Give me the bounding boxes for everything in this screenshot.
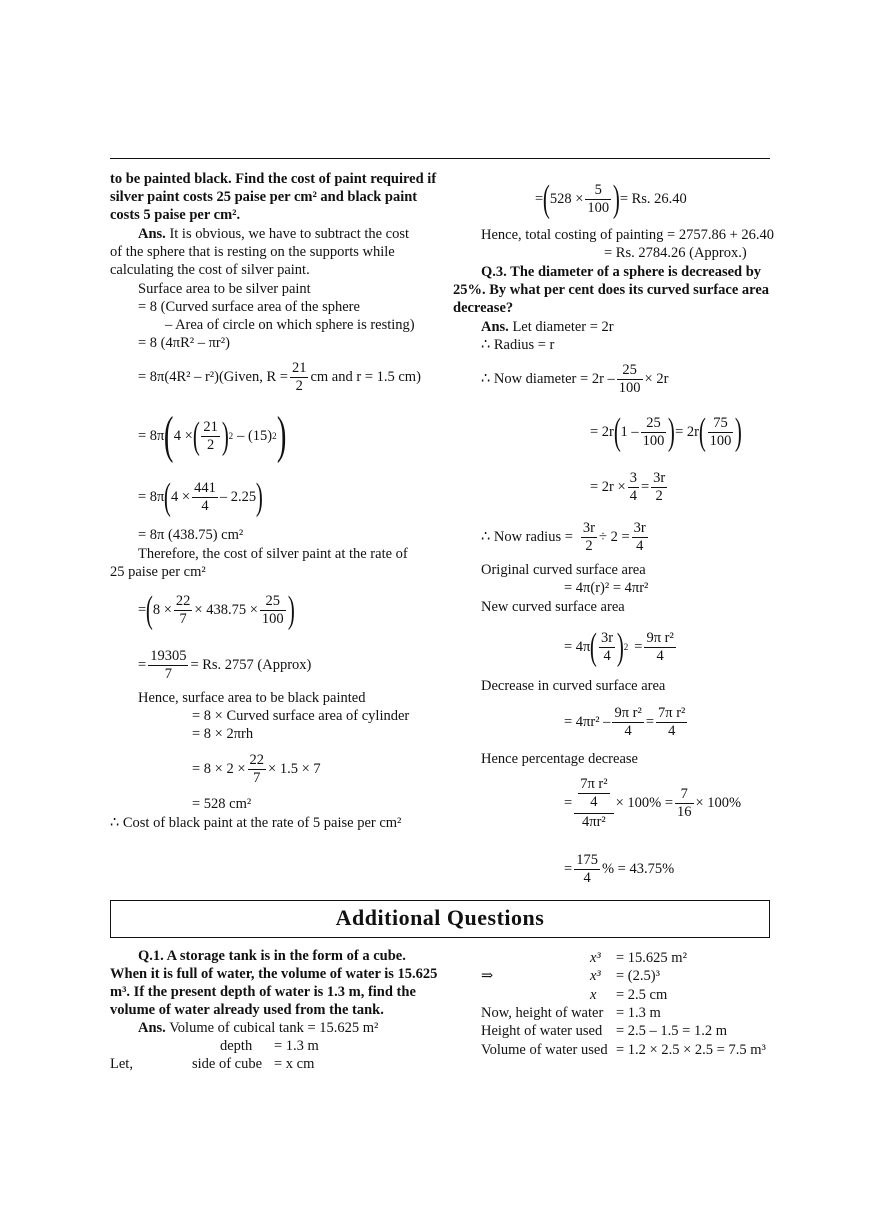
equation-text: × 438.75 × <box>194 601 258 618</box>
step-line: = 8 (Curved surface area of the sphere <box>138 299 360 315</box>
question-text-line: volume of water already used from the tank. <box>110 1002 384 1018</box>
fraction <box>628 470 639 505</box>
fraction <box>599 630 615 665</box>
question-text-line: 25%. By what per cent does its curved surface area <box>453 282 770 298</box>
fraction <box>632 520 648 555</box>
fraction <box>174 593 193 628</box>
paren: ( <box>192 415 200 457</box>
fraction <box>585 182 611 217</box>
step-value: = 1.3 m <box>616 1005 661 1021</box>
equation-line <box>138 591 294 629</box>
answer-label: Ans. <box>138 226 166 242</box>
equation-text: 8 × <box>152 601 172 618</box>
equation-text: = <box>138 657 147 673</box>
equation-line <box>138 648 311 683</box>
denominator: 4 <box>668 723 676 739</box>
equation-text: = 8π <box>138 427 165 444</box>
fraction <box>192 480 218 515</box>
step-value: = 2.5 – 1.5 = 1.2 m <box>616 1023 728 1039</box>
answer-text: It is obvious, we have to subtract the cost <box>169 226 410 242</box>
step-label: Now, height of water <box>481 1005 604 1021</box>
step-line: Hence percentage decrease <box>481 751 638 767</box>
step-label: x³ <box>590 968 601 984</box>
fraction <box>574 852 600 887</box>
step-line: Original curved surface area <box>481 562 646 578</box>
denominator: 7 <box>253 770 261 786</box>
step-value: = (2.5)³ <box>616 968 660 984</box>
denominator: 4 <box>656 647 664 664</box>
step-line: New curved surface area <box>481 599 625 615</box>
answer-line <box>481 318 614 336</box>
question-text-line: silver paint costs 25 paise per cm² and black paint <box>110 189 418 205</box>
equation-text: = Rs. 26.40 <box>619 190 687 207</box>
paren: ) <box>616 626 624 668</box>
section-heading-box <box>110 900 770 938</box>
step-line: 25 paise per cm² <box>110 564 206 580</box>
step-line: Hence, total costing of painting = 2757.86 + 26.40 <box>481 227 775 243</box>
fraction <box>148 648 188 683</box>
numerator: 9π r² <box>614 705 642 721</box>
numerator: 175 <box>576 852 598 868</box>
denominator: 100 <box>709 432 732 449</box>
numerator: 75 <box>708 415 734 433</box>
step-line: Decrease in curved surface area <box>481 678 666 694</box>
step-line: = 8π (438.75) cm² <box>138 527 244 543</box>
step-line: = 8 × Curved surface area of cylinder <box>192 708 410 724</box>
paren: ( <box>590 626 598 668</box>
step-label: Let, <box>110 1056 133 1072</box>
fraction <box>248 752 267 787</box>
denominator: 2 <box>655 488 663 504</box>
denominator: 100 <box>587 199 610 216</box>
equation-text: % = 43.75% <box>601 861 675 877</box>
equation-text: = 2r <box>675 423 699 440</box>
denominator: 4πr² <box>582 814 606 830</box>
denominator: 4 <box>603 647 611 664</box>
equation-text: = 2r <box>590 423 614 440</box>
paren: ( <box>164 407 174 464</box>
paren: ( <box>146 589 153 631</box>
question-text-line: When it is full of water, the volume of water is 15.625 <box>110 966 438 982</box>
step-line: = 8 × 2πrh <box>192 726 254 742</box>
step-value: = 2.5 cm <box>616 987 668 1003</box>
answer-line: calculating the cost of silver paint. <box>110 262 310 278</box>
equation-text: = 4πr² – <box>564 714 611 730</box>
step-label: depth <box>220 1038 253 1054</box>
equation-line: = 4π ( $\frac{3r}{4}$ ) 2 = $\frac{\text{9π r²}}{4}$ <box>564 626 674 668</box>
paren: ) <box>735 411 743 453</box>
numerator <box>574 776 613 814</box>
numerator: 7π r² <box>658 705 686 721</box>
equation-text: – (15) <box>237 427 273 444</box>
fraction <box>290 360 309 395</box>
denominator: 7 <box>179 610 187 627</box>
denominator: 4 <box>583 870 591 886</box>
step-value: = 1.3 m <box>274 1038 319 1054</box>
numerator: 21 <box>291 360 307 376</box>
step-value: = x cm <box>274 1056 315 1072</box>
equation-text: cm and r = 1.5 cm) <box>310 369 421 385</box>
answer-text: Volume of cubical tank = 15.625 m² <box>169 1020 379 1036</box>
equation-text: = 8 × 2 × <box>192 761 246 777</box>
equation-text: = Rs. 2757 (Approx) <box>190 657 312 673</box>
equation-text: = <box>138 601 147 618</box>
numerator: 25 <box>260 593 286 611</box>
equation-line <box>590 470 669 505</box>
equation-line <box>564 705 689 740</box>
numerator: 3 <box>629 470 637 486</box>
denominator: 7 <box>164 666 172 682</box>
step-line: ∴ Radius = r <box>481 337 555 353</box>
denominator: 16 <box>677 804 692 820</box>
numerator: 19305 <box>150 648 187 664</box>
denominator: 2 <box>295 378 303 394</box>
paren: ( <box>164 476 172 518</box>
fraction <box>201 419 220 454</box>
question-text-line: Q.1. A storage tank is in the form of a cube. <box>138 948 406 964</box>
numerator: 25 <box>641 415 667 433</box>
paren: ) <box>276 407 287 464</box>
equation-line <box>564 852 674 887</box>
fraction <box>651 470 667 505</box>
fraction <box>708 415 734 450</box>
denominator: 4 <box>629 488 637 504</box>
denominator: 2 <box>585 538 593 554</box>
denominator: 100 <box>642 432 665 449</box>
paren: ) <box>613 178 620 220</box>
step-label: x <box>590 987 597 1003</box>
step-value: = 1.2 × 2.5 × 2.5 = 7.5 m³ <box>616 1042 766 1058</box>
numerator: 7 <box>675 786 694 804</box>
equation-text: × 100% <box>695 795 742 811</box>
equation-line <box>481 362 668 397</box>
fraction <box>581 520 597 555</box>
fraction <box>641 415 667 450</box>
equation-text: = 2r × <box>590 479 626 495</box>
equation-line <box>481 520 650 555</box>
equation-text: 4 × <box>171 488 191 505</box>
fraction <box>656 705 687 740</box>
section-heading: Additional Questions <box>335 905 545 930</box>
equation-text: × 1.5 × 7 <box>268 761 321 777</box>
paren: ) <box>221 415 229 457</box>
equation-text: × 2r <box>644 371 669 387</box>
numerator: 22 <box>249 752 265 768</box>
numerator: 5 <box>585 182 611 200</box>
step-line: Hence, surface area to be black painted <box>138 690 366 706</box>
step-label: side of cube <box>192 1056 263 1072</box>
step-value: = 15.625 m² <box>616 950 687 966</box>
numerator: 3r <box>633 520 646 536</box>
equation-line <box>138 360 421 395</box>
numerator: 25 <box>617 362 643 380</box>
step-label: x³ <box>590 950 601 966</box>
paren: ) <box>668 411 676 453</box>
equation-line <box>590 413 742 451</box>
equation-text: = <box>564 861 573 877</box>
step-label: Volume of water used <box>481 1042 608 1058</box>
paren: ) <box>287 589 295 631</box>
denominator: 100 <box>261 610 284 627</box>
answer-line: of the sphere that is resting on the supports while <box>110 244 395 260</box>
equation-text: ÷ 2 = <box>599 529 630 545</box>
step-line: = 8 (4πR² – πr²) <box>138 335 230 351</box>
equation-text: = <box>645 714 654 730</box>
fraction <box>260 593 286 628</box>
equation-text: = 8π(4R² – r²)(Given, R = <box>138 369 288 385</box>
equation-line <box>564 776 741 831</box>
step-line: = 4π(r)² = 4πr² <box>564 580 649 596</box>
equation-text: ∴ Now radius = <box>481 529 573 545</box>
fraction <box>644 630 675 665</box>
equation-text: = <box>564 795 573 811</box>
step-line: Surface area to be silver paint <box>138 281 311 297</box>
question-text-line: Q.3. The diameter of a sphere is decreased by <box>481 264 762 280</box>
paren: ) <box>255 476 263 518</box>
equation-line <box>192 752 321 787</box>
equation-text: = <box>535 190 544 207</box>
step-line: ∴ Cost of black paint at the rate of 5 paise per cm² <box>110 815 402 831</box>
equation-text: 4 × <box>173 427 193 444</box>
equation-text: × 100% = <box>615 795 673 811</box>
answer-line <box>138 1019 378 1037</box>
denominator: 4 <box>590 794 598 810</box>
numerator: 3r <box>653 470 666 486</box>
question-text-line: costs 5 paise per cm². <box>110 207 241 223</box>
denominator: 4 <box>201 497 209 514</box>
question-text-line: m³. If the present depth of water is 1.3 m, find the <box>110 984 416 1000</box>
paren: ( <box>543 178 550 220</box>
paren: ( <box>613 411 621 453</box>
step-label: Height of water used <box>481 1023 603 1039</box>
answer-label: Ans. <box>481 319 509 335</box>
numerator: 3r <box>601 629 614 646</box>
equation-text: 1 – <box>620 423 639 440</box>
equation-line: = 8π ( 4 × ( $\frac{21}{2}$ ) 2 – (15) 2 ) <box>138 407 287 464</box>
numerator: 21 <box>203 418 218 435</box>
fraction <box>675 786 694 821</box>
step-line: = 528 cm² <box>192 796 252 812</box>
fraction <box>617 362 643 397</box>
numerator: 441 <box>194 479 216 496</box>
equation-text: = <box>634 638 643 655</box>
answer-text: Let diameter = 2r <box>512 319 614 335</box>
top-rule <box>110 158 770 159</box>
paren: ( <box>698 411 706 453</box>
implies-arrow: ⇒ <box>481 968 494 984</box>
equation-text: = 4π <box>564 638 591 655</box>
question-text-line: to be painted black. Find the cost of paint required if <box>110 171 437 187</box>
step-line: – Area of circle on which sphere is resting) <box>165 317 415 333</box>
denominator: 4 <box>636 538 644 554</box>
numerator: 9π r² <box>646 629 674 646</box>
compound-fraction <box>574 776 613 831</box>
step-line: = Rs. 2784.26 (Approx.) <box>604 245 747 261</box>
numerator: 3r <box>582 520 596 536</box>
step-line: Therefore, the cost of silver paint at the rate of <box>138 546 408 562</box>
numerator: 22 <box>175 592 191 609</box>
denominator: 2 <box>207 436 215 453</box>
equation-text: = 8π <box>138 488 165 505</box>
equation-text: – 2.25 <box>219 488 257 505</box>
equation-line <box>138 478 263 516</box>
question-text-line: decrease? <box>453 300 514 316</box>
denominator: 100 <box>618 380 641 396</box>
denominator: 4 <box>624 723 632 739</box>
equation-text: ∴ Now diameter = 2r – <box>481 371 615 387</box>
equation-text: 528 × <box>549 190 584 207</box>
fraction <box>612 705 643 740</box>
equation-line <box>535 180 687 218</box>
fraction <box>578 776 609 813</box>
answer-line <box>138 225 409 243</box>
answer-label: Ans. <box>138 1020 166 1036</box>
numerator: 7π r² <box>580 776 608 792</box>
equation-text: = <box>640 479 650 495</box>
